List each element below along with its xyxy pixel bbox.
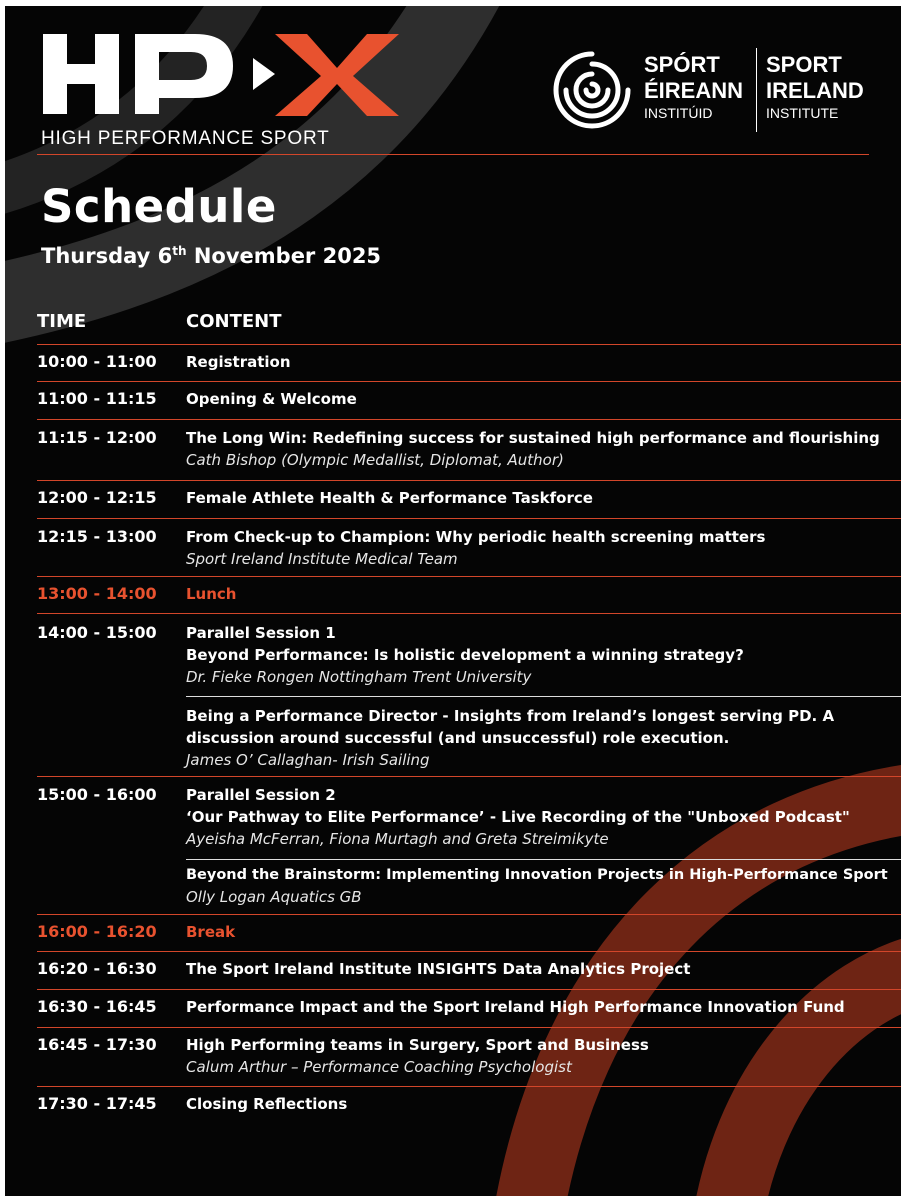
row-time: 16:20 - 16:30 — [37, 959, 157, 978]
row-title: Opening & Welcome — [186, 390, 357, 408]
row-divider — [37, 576, 901, 577]
hpx-logo — [37, 28, 409, 154]
logo-irish-line-2: ÉIREANN — [644, 78, 744, 103]
row-title: The Sport Ireland Institute INSIGHTS Data Analytics Project — [186, 960, 691, 978]
row-time: 16:30 - 16:45 — [37, 997, 157, 1016]
row-divider — [37, 419, 901, 420]
row-title: discussion around successful (and unsuccessful) role execution. — [186, 729, 730, 747]
logo-divider — [756, 48, 757, 132]
logo-english-line-2: IRELAND — [766, 78, 864, 103]
row-time: 12:15 - 13:00 — [37, 527, 157, 546]
row-speaker: Ayeisha McFerran, Fiona Murtagh and Greta Streimikyte — [186, 830, 609, 848]
session-divider — [186, 696, 901, 697]
row-divider — [37, 518, 901, 519]
row-divider — [37, 914, 901, 915]
swirl-icon — [550, 48, 634, 132]
schedule-poster — [5, 6, 901, 1196]
event-date: Thursday 6th November 2025 — [41, 244, 382, 268]
session-label: Parallel Session 1 — [186, 624, 336, 642]
row-time: 13:00 - 14:00 — [37, 584, 157, 603]
row-time: 11:15 - 12:00 — [37, 428, 157, 447]
logo-tagline: HIGH PERFORMANCE SPORT — [41, 128, 330, 149]
header-divider — [37, 154, 869, 155]
row-title: Lunch — [186, 585, 237, 603]
logo-irish-line-3: INSTITÚID — [644, 105, 713, 121]
row-title: Beyond Performance: Is holistic development a winning strategy? — [186, 646, 744, 664]
row-divider — [37, 1027, 901, 1028]
logo-english-line-3: INSTITUTE — [766, 105, 839, 121]
row-divider — [37, 989, 901, 990]
page-title: Schedule — [41, 180, 277, 233]
row-time: 10:00 - 11:00 — [37, 352, 157, 371]
row-title: From Check-up to Champion: Why periodic health screening matters — [186, 528, 766, 546]
row-divider — [37, 613, 901, 614]
logo-irish-line-1: SPÓRT — [644, 52, 720, 77]
row-title: High Performing teams in Surgery, Sport and Business — [186, 1036, 649, 1054]
row-speaker: James O’ Callaghan- Irish Sailing — [186, 751, 430, 769]
row-time: 11:00 - 11:15 — [37, 389, 157, 408]
row-title: Registration — [186, 353, 291, 371]
column-header-content: CONTENT — [186, 311, 282, 332]
row-speaker: Dr. Fieke Rongen Nottingham Trent University — [186, 668, 532, 686]
row-title: The Long Win: Redefining success for sustained high performance and flourishing — [186, 429, 880, 447]
row-title: Beyond the Brainstorm: Implementing Innovation Projects in High-Performance Sport — [186, 867, 888, 883]
row-speaker: Sport Ireland Institute Medical Team — [186, 550, 458, 568]
row-time: 17:30 - 17:45 — [37, 1094, 157, 1113]
logo-english-line-1: SPORT — [766, 52, 842, 77]
row-divider — [37, 381, 901, 382]
row-title: Being a Performance Director - Insights from Ireland’s longest serving PD. A — [186, 707, 835, 725]
session-divider — [186, 859, 901, 860]
row-time: 15:00 - 16:00 — [37, 785, 157, 804]
row-divider — [37, 1086, 901, 1087]
row-divider — [37, 344, 901, 345]
row-title: ‘Our Pathway to Elite Performance’ - Live Recording of the "Unboxed Podcast" — [186, 808, 850, 826]
session-label: Parallel Session 2 — [186, 786, 336, 804]
row-title: Closing Reflections — [186, 1095, 348, 1113]
row-title: Break — [186, 923, 236, 941]
row-divider — [37, 776, 901, 777]
row-speaker: Calum Arthur – Performance Coaching Psychologist — [186, 1058, 572, 1076]
row-time: 16:00 - 16:20 — [37, 922, 157, 941]
row-time: 12:00 - 12:15 — [37, 488, 157, 507]
row-speaker: Cath Bishop (Olympic Medallist, Diplomat, Author) — [186, 451, 564, 469]
row-title: Female Athlete Health & Performance Taskforce — [186, 489, 593, 507]
sport-ireland-institute-logo — [550, 44, 880, 136]
row-title: Performance Impact and the Sport Ireland High Performance Innovation Fund — [186, 998, 845, 1016]
row-speaker: Olly Logan Aquatics GB — [186, 888, 362, 906]
column-header-time: TIME — [37, 311, 87, 332]
row-divider — [37, 951, 901, 952]
row-divider — [37, 480, 901, 481]
row-time: 16:45 - 17:30 — [37, 1035, 157, 1054]
row-time: 14:00 - 15:00 — [37, 623, 157, 642]
